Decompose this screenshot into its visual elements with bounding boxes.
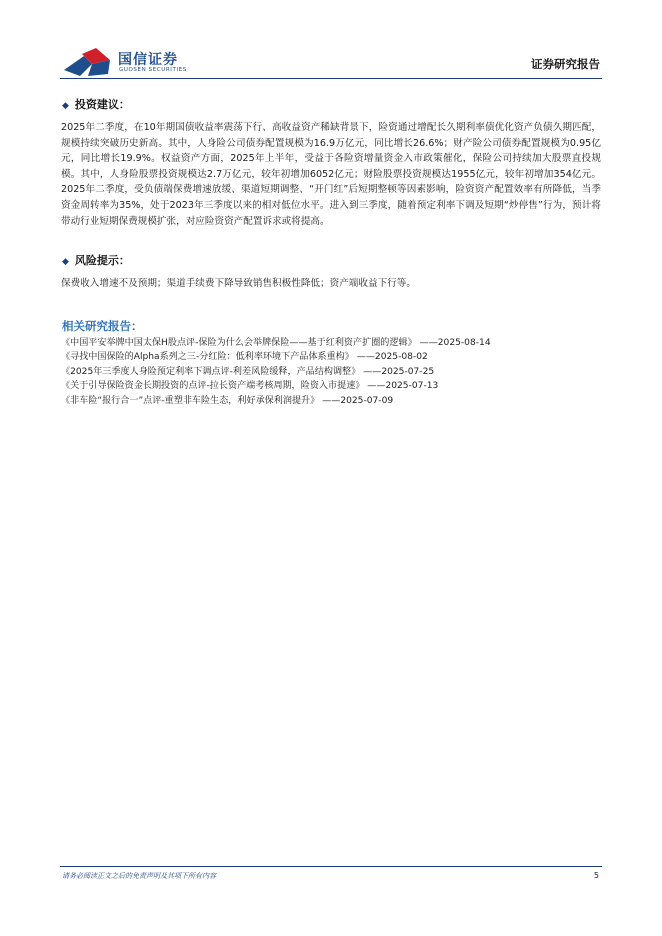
investment-advice-body: 2025年二季度，在10年期国债收益率震荡下行、高收益资产稀缺背景下，险资通过增配长久期利率债优化资产负债久期匹配，规模持续突破历史新高。其中，人身险公司债券配置规模为16.9万亿元，同比增长26.6%；财产险公司债券配置规模为0.95亿元，同比增长19.9%。权益资产方面，2025年上半年，受益于各险资增量资金入市政策催化，保险公司持续加大股票直投规模。其中，人身险股票投资规模达2.7万亿元，较年初增加6052亿元；财险股票投资规模达1955亿元，较年初增加354亿元。2025年二季度，受负债端保费增速放缓、渠道短期调整、“开门红”后短期整顿等因素影响，险资资产配置效率有所降低，当季资金周转率为35%，处于2023年三季度以来的相对低位水平。进入到三季度，随着预定利率下调及短期“炒停售”行为，预计将带动行业短期保费规模扩张，对应险资资产配置诉求或将提高。 — [61, 122, 601, 227]
investment-advice-heading — [62, 96, 130, 112]
guosen-logo-mark-icon — [62, 46, 116, 80]
risk-warning-heading — [62, 252, 130, 268]
related-reports-title: 相关研究报告： — [62, 319, 143, 333]
footer-disclaimer: 请务必阅读正文之后的免责声明及其项下所有内容 — [62, 872, 216, 880]
risk-warning-body: 保费收入增速不及预期；渠道手续费下降导致销售积极性降低；资产端收益下行等。 — [61, 278, 416, 289]
related-report-link[interactable]: 《2025年三季度人身险预定利率下调点评-利差风险缓释，产品结构调整》 ——2025-07-25 — [61, 366, 435, 377]
investment-advice-title: 投资建议： — [74, 98, 130, 111]
diamond-bullet-icon: ◆ — [62, 101, 69, 111]
diamond-bullet-icon: ◆ — [62, 257, 69, 267]
logo-english-name: GUOSEN SECURITIES — [119, 67, 187, 73]
footer-divider — [60, 866, 602, 867]
guosen-logo — [62, 46, 192, 80]
related-report-link[interactable]: 《中国平安举牌中国太保H股点评-保险为什么会举牌保险——基于红利资产扩圈的逻辑》 ——2025-08-14 — [61, 338, 491, 348]
related-report-link[interactable]: 《非车险“报行合一”点评-重塑非车险生态，利好承保利润提升》 ——2025-07-09 — [61, 395, 394, 406]
risk-warning-title: 风险提示： — [74, 254, 130, 267]
page-header — [60, 46, 602, 80]
page-number: 5 — [593, 871, 599, 880]
report-type-label: 证券研究报告 — [531, 57, 600, 71]
header-divider — [60, 78, 602, 79]
logo-chinese-name: 国信证券 — [118, 52, 178, 68]
related-reports-list — [61, 336, 601, 408]
related-report-link[interactable]: 《寻找中国保险的Alpha系列之三-分红险：低利率环境下产品体系重构》 ——2025-08-02 — [61, 352, 428, 363]
related-report-link[interactable]: 《关于引导保险资金长期投资的点评-拉长资产端考核周期，险资入市提速》 ——2025-07-13 — [61, 381, 439, 392]
